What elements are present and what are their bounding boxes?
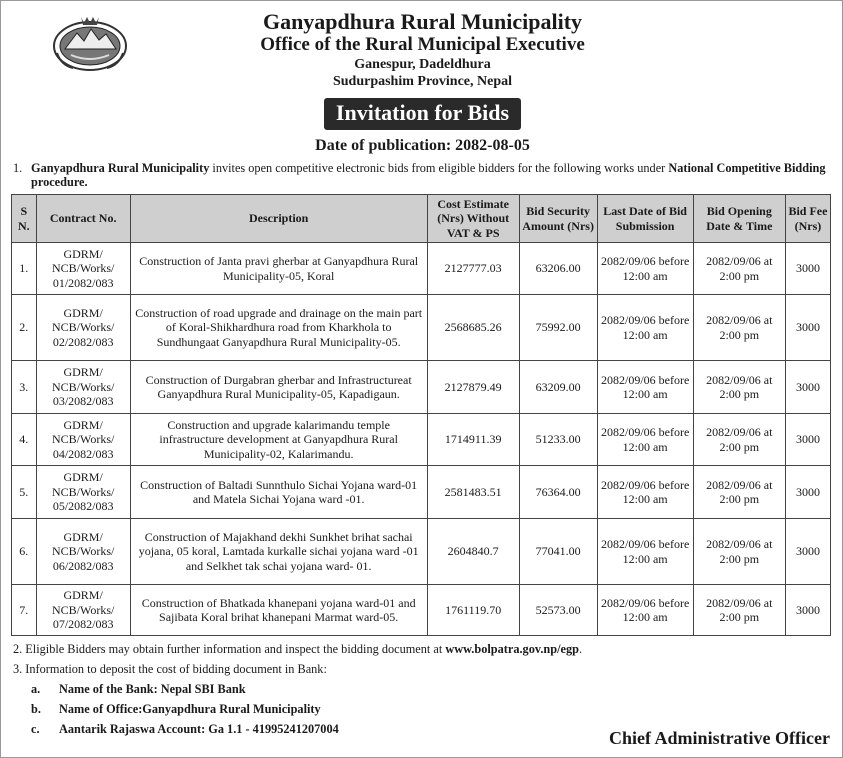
table-header-row xyxy=(12,195,831,243)
cell-opening: 2082/09/06 at 2:00 pm xyxy=(693,361,785,414)
bids-table xyxy=(11,194,831,636)
cell-last-date: 2082/09/06 before 12:00 am xyxy=(597,519,693,585)
bank-name: Name of the Bank: Nepal SBI Bank xyxy=(59,682,246,696)
cell-last-date: 2082/09/06 before 12:00 am xyxy=(597,414,693,466)
cell-cost: 1761119.70 xyxy=(427,585,519,636)
cell-security: 76364.00 xyxy=(519,466,597,519)
item-letter: b. xyxy=(31,702,41,716)
banner-wrap xyxy=(1,98,843,130)
col-description: Description xyxy=(130,195,427,243)
note-2 xyxy=(13,642,582,657)
cell-cost: 2568685.26 xyxy=(427,295,519,361)
note-2-suffix: . xyxy=(578,642,583,656)
invitation-banner: Invitation for Bids xyxy=(324,98,521,130)
col-opening: Bid Opening Date & Time xyxy=(693,195,785,243)
cell-description: Construction of Janta pravi gherbar at Ganyapdhura Rural Municipality-05, Koral xyxy=(130,243,427,295)
cell-description: Construction and upgrade kalarimandu temple infrastructure development at Ganyapdhura Rural Municipality-02, Kalarimandu. xyxy=(130,414,427,466)
cell-cost: 2127777.03 xyxy=(427,243,519,295)
cell-last-date: 2082/09/06 before 12:00 am xyxy=(597,243,693,295)
bank-name-item xyxy=(31,682,246,697)
cell-last-date: 2082/09/06 before 12:00 am xyxy=(597,466,693,519)
cell-fee: 3000 xyxy=(785,466,830,519)
notice-header xyxy=(1,9,843,90)
cell-security: 75992.00 xyxy=(519,295,597,361)
signature-title: Chief Administrative Officer xyxy=(609,728,830,748)
intro-bold-procedure: National Competitive Bidding procedure. xyxy=(31,161,826,189)
intro-text xyxy=(31,161,835,189)
cell-fee: 3000 xyxy=(785,414,830,466)
cell-last-date: 2082/09/06 before 12:00 am xyxy=(597,295,693,361)
cell-cost: 2581483.51 xyxy=(427,466,519,519)
intro-number: 1. xyxy=(13,161,23,175)
org-name: Ganyapdhura Rural Municipality xyxy=(262,9,583,34)
cell-contract: GDRM/ NCB/Works/ 06/2082/083 xyxy=(36,519,130,585)
cell-opening: 2082/09/06 at 2:00 pm xyxy=(693,414,785,466)
table-row xyxy=(12,466,831,519)
office-name-item xyxy=(31,702,321,717)
col-fee: Bid Fee (Nrs) xyxy=(785,195,830,243)
col-cost: Cost Estimate (Nrs) Without VAT & PS xyxy=(427,195,519,243)
cell-description: Construction of road upgrade and drainage on the main part of Koral-Shikhardhura road from Kharkhola to Sundhungaat Ganyapdhura Rural Municipality-05. xyxy=(130,295,427,361)
note-3: 3. Information to deposit the cost of bidding document in Bank: xyxy=(13,662,327,676)
address-line-1: Ganespur, Dadeldhura xyxy=(354,57,491,72)
cell-sn: 3. xyxy=(12,361,37,414)
cell-opening: 2082/09/06 at 2:00 pm xyxy=(693,295,785,361)
cell-sn: 6. xyxy=(12,519,37,585)
cell-contract: GDRM/ NCB/Works/ 02/2082/083 xyxy=(36,295,130,361)
cell-fee: 3000 xyxy=(785,585,830,636)
cell-contract: GDRM/ NCB/Works/ 03/2082/083 xyxy=(36,361,130,414)
cell-contract: GDRM/ NCB/Works/ 01/2082/083 xyxy=(36,243,130,295)
cell-sn: 2. xyxy=(12,295,37,361)
cell-description: Construction of Baltadi Sunnthulo Sichai Yojana ward-01 and Matela Sichai Yojana ward -01. xyxy=(130,466,427,519)
cell-security: 63209.00 xyxy=(519,361,597,414)
table-row xyxy=(12,295,831,361)
col-last-date: Last Date of Bid Submission xyxy=(597,195,693,243)
table-row xyxy=(12,585,831,636)
office-name-text: Name of Office:Ganyapdhura Rural Municipality xyxy=(59,702,321,716)
cell-sn: 5. xyxy=(12,466,37,519)
cell-opening: 2082/09/06 at 2:00 pm xyxy=(693,466,785,519)
bolpatra-link[interactable]: www.bolpatra.gov.np/egp xyxy=(445,642,579,656)
cell-fee: 3000 xyxy=(785,519,830,585)
col-contract: Contract No. xyxy=(36,195,130,243)
table-row xyxy=(12,414,831,466)
item-letter: c. xyxy=(31,722,40,736)
cell-sn: 4. xyxy=(12,414,37,466)
cell-opening: 2082/09/06 at 2:00 pm xyxy=(693,585,785,636)
cell-description: Construction of Durgabran gherbar and Infrastructureat Ganyapdhura Rural Municipality-05, Kapadigaun. xyxy=(130,361,427,414)
cell-cost: 1714911.39 xyxy=(427,414,519,466)
cell-description: Construction of Majakhand dekhi Sunkhet brihat sachai yojana, 05 koral, Lamtada kurkalle sichai yojana ward -01 and Selkhet tak schai yojana ward- 01. xyxy=(130,519,427,585)
cell-fee: 3000 xyxy=(785,243,830,295)
cell-sn: 7. xyxy=(12,585,37,636)
cell-fee: 3000 xyxy=(785,295,830,361)
cell-opening: 2082/09/06 at 2:00 pm xyxy=(693,519,785,585)
cell-contract: GDRM/ NCB/Works/ 04/2082/083 xyxy=(36,414,130,466)
cell-last-date: 2082/09/06 before 12:00 am xyxy=(597,361,693,414)
intro-body: invites open competitive electronic bids from eligible bidders for the following works under xyxy=(209,161,669,175)
cell-description: Construction of Bhatkada khanepani yojana ward-01 and Sajibata Koral brihat khanepani Marmat ward-05. xyxy=(130,585,427,636)
cell-cost: 2604840.7 xyxy=(427,519,519,585)
intro-bold-org: Ganyapdhura Rural Municipality xyxy=(31,161,210,175)
col-sn: S N. xyxy=(12,195,37,243)
cell-security: 51233.00 xyxy=(519,414,597,466)
cell-security: 52573.00 xyxy=(519,585,597,636)
note-2-prefix: 2. Eligible Bidders may obtain further information and inspect the bidding document at xyxy=(13,642,446,656)
cell-last-date: 2082/09/06 before 12:00 am xyxy=(597,585,693,636)
office-name: Office of the Rural Municipal Executive xyxy=(260,34,585,55)
cell-fee: 3000 xyxy=(785,361,830,414)
table-row xyxy=(12,519,831,585)
cell-security: 77041.00 xyxy=(519,519,597,585)
account-item xyxy=(31,722,339,737)
col-security: Bid Security Amount (Nrs) xyxy=(519,195,597,243)
publication-date: Date of publication: 2082-08-05 xyxy=(315,137,530,154)
cell-opening: 2082/09/06 at 2:00 pm xyxy=(693,243,785,295)
account-number: Aantarik Rajaswa Account: Ga 1.1 - 41995241207004 xyxy=(59,722,339,736)
intro-paragraph xyxy=(13,161,835,189)
address-line-2: Sudurpashim Province, Nepal xyxy=(332,74,513,89)
cell-contract: GDRM/ NCB/Works/ 07/2082/083 xyxy=(36,585,130,636)
cell-sn: 1. xyxy=(12,243,37,295)
cell-cost: 2127879.49 xyxy=(427,361,519,414)
item-letter: a. xyxy=(31,682,41,696)
cell-contract: GDRM/ NCB/Works/ 05/2082/083 xyxy=(36,466,130,519)
table-row xyxy=(12,243,831,295)
table-row xyxy=(12,361,831,414)
cell-security: 63206.00 xyxy=(519,243,597,295)
